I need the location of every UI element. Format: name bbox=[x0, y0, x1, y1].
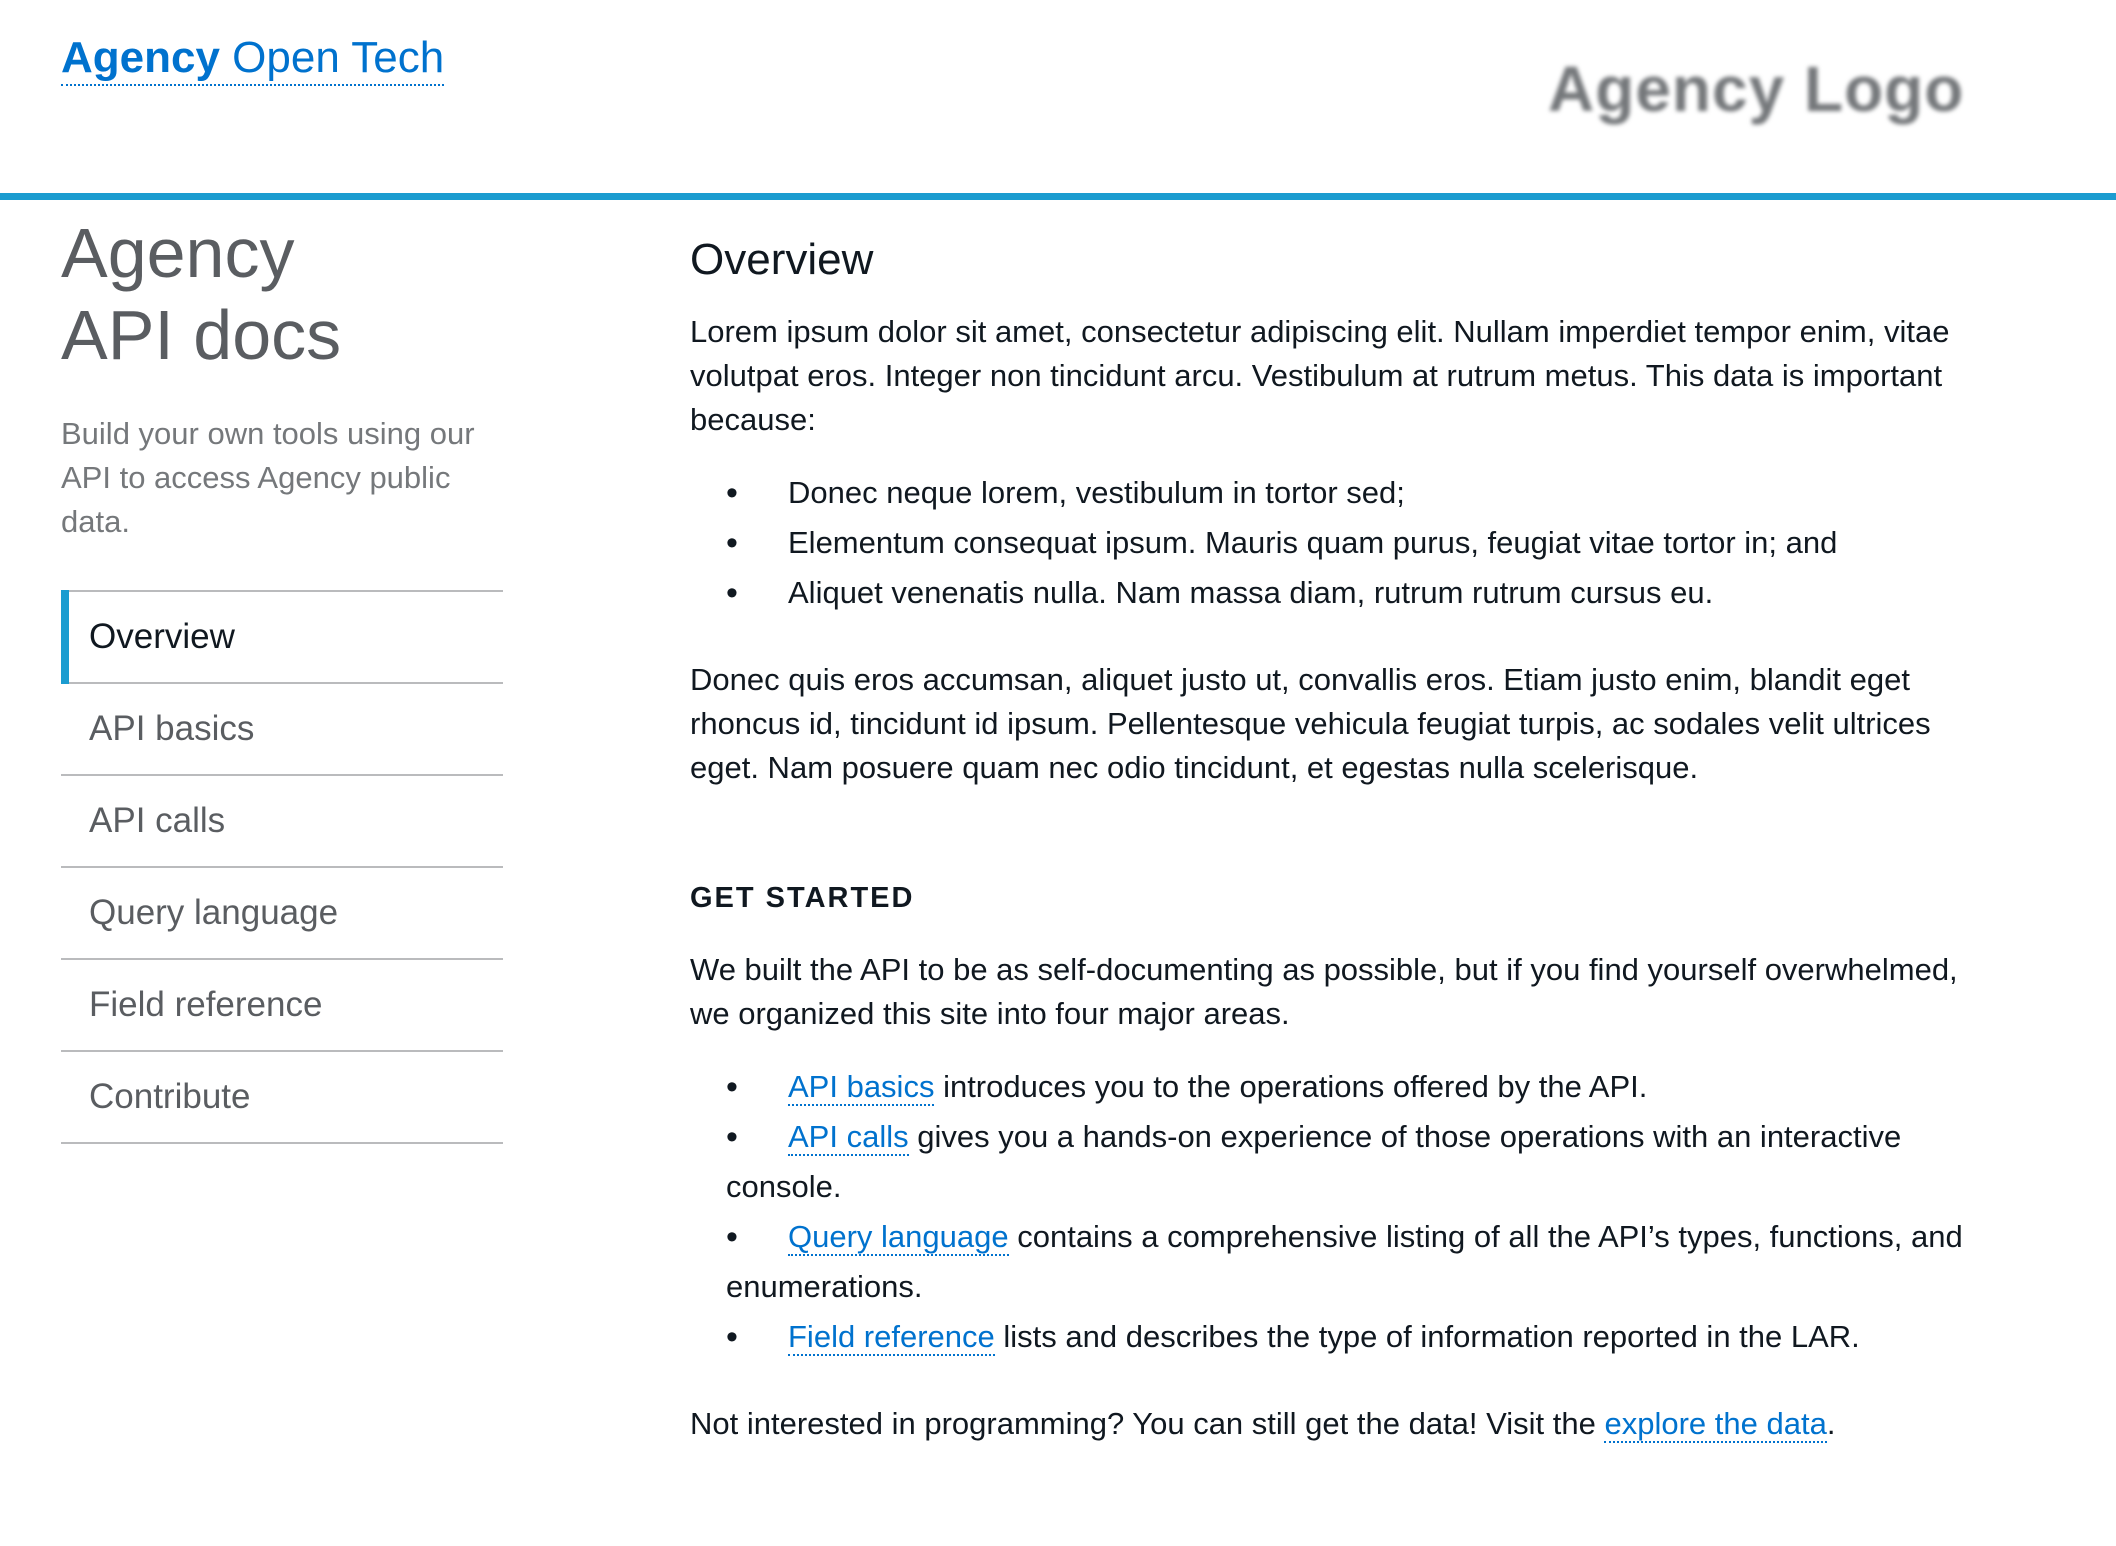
link-api-basics[interactable]: API basics bbox=[788, 1069, 935, 1104]
site-title-line1: Agency bbox=[61, 214, 295, 292]
brand-strong: Agency bbox=[61, 33, 220, 82]
list-item bbox=[726, 1312, 1980, 1362]
areas-list bbox=[690, 1062, 1980, 1362]
area-description: lists and describes the type of information reported in the LAR. bbox=[994, 1319, 1860, 1354]
sidebar-nav bbox=[61, 590, 503, 1144]
second-paragraph: Donec quis eros accumsan, aliquet justo ut, convallis eros. Etiam justo enim, blandit eget rhoncus id, tincidunt id ipsum. Pellentesque vehicula feugiat turpis, ac sodales velit ultrices eget. Nam posuere quam nec odio tincidunt, et egestas nulla scelerisque. bbox=[690, 662, 1931, 785]
site-title bbox=[61, 212, 503, 376]
sidebar-item-api-basics[interactable]: API basics bbox=[61, 684, 503, 776]
brand-rest: Open Tech bbox=[219, 33, 445, 82]
site-header bbox=[0, 0, 2116, 200]
sidebar bbox=[61, 212, 503, 1144]
page-title: Overview bbox=[690, 235, 874, 284]
area-description: contains a comprehensive listing of all the API’s types, functions, and enumerations. bbox=[726, 1219, 1963, 1304]
site-description: Build your own tools using our API to access Agency public data. bbox=[61, 416, 475, 539]
list-item bbox=[726, 1112, 1980, 1212]
link-api-calls[interactable]: API calls bbox=[788, 1119, 909, 1154]
sidebar-item-contribute[interactable]: Contribute bbox=[61, 1052, 503, 1144]
main-content bbox=[690, 232, 1980, 1446]
sidebar-item-overview[interactable]: Overview bbox=[61, 592, 503, 684]
sidebar-item-api-calls[interactable]: API calls bbox=[61, 776, 503, 868]
list-item: • Donec neque lorem, vestibulum in tortor sed; bbox=[726, 468, 1980, 518]
list-item: • Elementum consequat ipsum. Mauris quam purus, feugiat vitae tortor in; and bbox=[726, 518, 1980, 568]
get-started-heading: GET STARTED bbox=[690, 882, 915, 914]
sidebar-item-query-language[interactable]: Query language bbox=[61, 868, 503, 960]
intro-paragraph: Lorem ipsum dolor sit amet, consectetur adipiscing elit. Nullam imperdiet tempor enim, vitae volutpat eros. Integer non tincidunt arcu. Vestibulum at rutrum metus. This data is important because: bbox=[690, 314, 1950, 437]
list-item: • Aliquet venenatis nulla. Nam massa diam, rutrum rutrum cursus eu. bbox=[726, 568, 1980, 618]
site-title-line2: API docs bbox=[61, 296, 342, 374]
agency-logo: Agency Logo bbox=[1548, 53, 1965, 125]
footer-text: Not interested in programming? You can still get the data! Visit the bbox=[690, 1406, 1605, 1441]
footer-end: . bbox=[1826, 1406, 1836, 1441]
reasons-list bbox=[690, 468, 1980, 618]
link-explore-data[interactable]: explore the data bbox=[1604, 1406, 1827, 1441]
sidebar-item-field-reference[interactable]: Field reference bbox=[61, 960, 503, 1052]
list-item bbox=[726, 1212, 1980, 1312]
brand-link[interactable] bbox=[61, 34, 444, 86]
list-item bbox=[726, 1062, 1980, 1112]
area-description: gives you a hands-on experience of those operations with an interactive console. bbox=[726, 1119, 1902, 1204]
get-started-intro: We built the API to be as self-documenting as possible, but if you find yourself overwhelmed, we organized this site into four major areas. bbox=[690, 952, 1958, 1031]
footer-paragraph bbox=[690, 1402, 1980, 1446]
link-field-reference[interactable]: Field reference bbox=[788, 1319, 995, 1354]
link-query-language[interactable]: Query language bbox=[788, 1219, 1009, 1254]
area-description: introduces you to the operations offered by the API. bbox=[934, 1069, 1648, 1104]
